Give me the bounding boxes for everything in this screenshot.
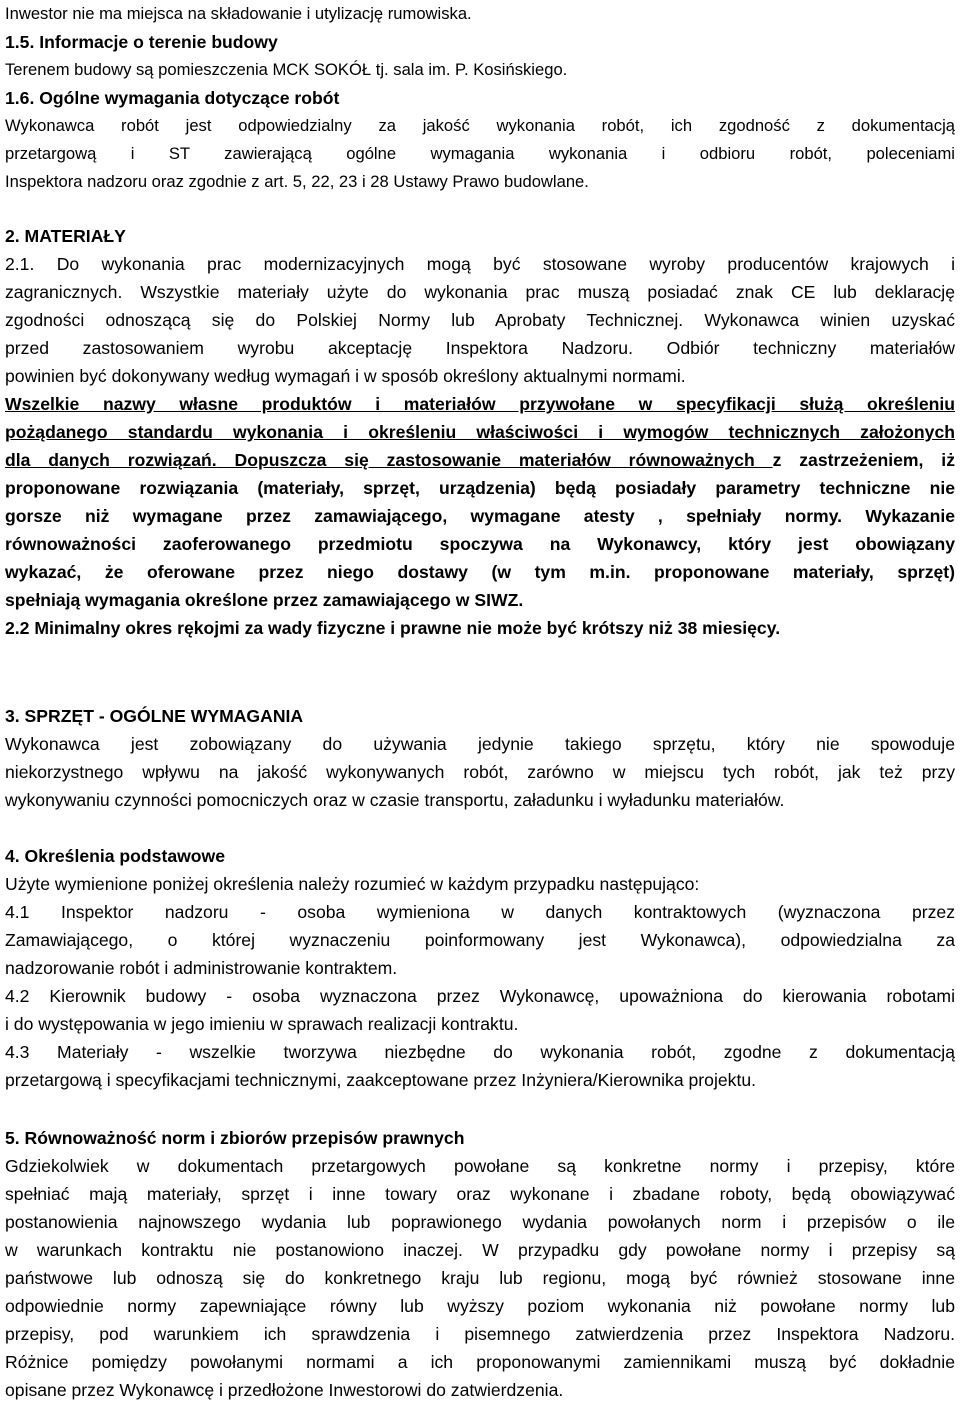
text-segment: niekorzystnego wpływu na jakość wykonywanych robót, zarówno w miejscu tych robót, jak też przy <box>5 762 955 782</box>
bold-text-segment: pożądanego standardu wykonania i określeniu właściwości i wymogów technicznych założonych <box>5 422 955 442</box>
bold-text-segment: 5. Równoważność norm i zbiorów przepisów prawnych <box>5 1128 465 1148</box>
bold-text-segment: z zastrzeżeniem, iż <box>772 450 955 470</box>
text-segment: Gdziekolwiek w dokumentach przetargowych powołane są konkretne normy i przepisy, które <box>5 1156 955 1176</box>
text-line <box>5 898 955 926</box>
text-line <box>5 250 955 278</box>
text-line <box>5 614 955 642</box>
text-line <box>5 474 955 502</box>
text-segment: 4.1 Inspektor nadzoru - osoba wymieniona w danych kontraktowych (wyznaczona przez <box>5 902 955 922</box>
text-line <box>5 1124 955 1152</box>
text-segment: spełniać mają materiały, sprzęt i inne towary oraz wykonane i zbadane roboty, będą obowiązywać <box>5 1184 955 1204</box>
text-line <box>5 418 955 446</box>
text-line <box>5 786 955 814</box>
bold-text-segment: wykazać, że oferowane przez niego dostawy (w tym m.in. proponowane materiały, sprzęt) <box>5 562 955 582</box>
text-line <box>5 140 955 168</box>
bold-text-segment: równoważności zaoferowanego przedmiotu spoczywa na Wykonawcy, który jest obowiązany <box>5 534 955 554</box>
text-line <box>5 758 955 786</box>
text-line <box>5 168 955 196</box>
text-segment: Wykonawca robót jest odpowiedzialny za jakość wykonania robót, ich zgodność z dokumentacją <box>5 116 955 135</box>
text-line <box>5 1208 955 1236</box>
bold-text-segment: proponowane rozwiązania (materiały, sprzęt, urządzenia) będą posiadały parametry techniczne nie <box>5 478 955 498</box>
text-segment: przed zastosowaniem wyrobu akceptację Inspektora Nadzoru. Odbiór techniczny materiałów <box>5 338 955 358</box>
text-segment: wykonywaniu czynności pomocniczych oraz w czasie transportu, załadunku i wyładunku materiałów. <box>5 790 785 810</box>
text-line <box>5 1152 955 1180</box>
text-line <box>5 982 955 1010</box>
text-line <box>5 362 955 390</box>
text-line <box>5 1320 955 1348</box>
text-line <box>5 0 955 28</box>
text-line <box>5 28 955 56</box>
text-line <box>5 222 955 250</box>
text-line <box>5 926 955 954</box>
text-segment: zagranicznych. Wszystkie materiały użyte do wykonania prac muszą posiadać znak CE lub deklarację <box>5 282 955 302</box>
text-line <box>5 1180 955 1208</box>
text-segment: Inwestor nie ma miejsca na składowanie i utylizację rumowiska. <box>5 4 472 23</box>
text-line <box>5 586 955 614</box>
text-segment: nadzorowanie robót i administrowanie kontraktem. <box>5 958 398 978</box>
text-line <box>5 870 955 898</box>
text-line <box>5 278 955 306</box>
text-segment: 2.1. Do wykonania prac modernizacyjnych mogą być stosowane wyroby producentów krajowych i <box>5 254 955 274</box>
text-line <box>5 306 955 334</box>
text-segment: 4.3 Materiały - wszelkie tworzywa niezbędne do wykonania robót, zgodne z dokumentacją <box>5 1042 955 1062</box>
bold-text-segment: spełniają wymagania określone przez zamawiającego w SIWZ. <box>5 590 524 610</box>
text-line <box>5 1038 955 1066</box>
text-segment: Użyte wymienione poniżej określenia należy rozumieć w każdym przypadku następująco: <box>5 874 700 894</box>
text-line <box>5 84 955 112</box>
text-line <box>5 390 955 418</box>
text-segment: powinien być dokonywany według wymagań i w sposób określony aktualnymi normami. <box>5 366 686 386</box>
bold-text-segment: 2. MATERIAŁY <box>5 226 126 246</box>
text-segment: postanowienia najnowszego wydania lub poprawionego wydania powołanych norm i przepisów o ile <box>5 1212 955 1232</box>
text-line <box>5 702 955 730</box>
text-segment: przepisy, pod warunkiem ich sprawdzenia i pisemnego zatwierdzenia przez Inspektora Nadzoru. <box>5 1324 955 1344</box>
text-line <box>5 842 955 870</box>
text-line <box>5 334 955 362</box>
bold-text-segment: Dopuszcza się zastosowanie materiałów równoważnych <box>216 450 773 470</box>
text-line <box>5 530 955 558</box>
text-segment: Różnice pomiędzy powołanymi normami a ich proponowanymi zamiennikami muszą być dokładnie <box>5 1352 955 1372</box>
bold-text-segment: dla danych rozwiązań. <box>5 450 217 470</box>
text-line <box>5 56 955 84</box>
text-line <box>5 1066 955 1094</box>
text-line <box>5 1264 955 1292</box>
text-line <box>5 954 955 982</box>
bold-text-segment: 1.5. Informacje o terenie budowy <box>5 32 278 52</box>
bold-text-segment: Wszelkie nazwy własne produktów i materiałów przywołane w specyfikacji służą określeniu <box>5 394 955 414</box>
text-segment: Zamawiającego, o której wyznaczeniu poinformowany jest Wykonawca), odpowiedzialna za <box>5 930 955 950</box>
bold-text-segment: 1.6. Ogólne wymagania dotyczące robót <box>5 88 340 108</box>
text-segment: w warunkach kontraktu nie postanowiono inaczej. W przypadku gdy powołane normy i przepisy są <box>5 1240 955 1260</box>
text-segment: przetargową i ST zawierającą ogólne wymagania wykonania i odbioru robót, poleceniami <box>5 144 955 163</box>
text-line <box>5 558 955 586</box>
bold-text-segment: 3. SPRZĘT - OGÓLNE WYMAGANIA <box>5 706 304 726</box>
text-line <box>5 730 955 758</box>
text-segment: Terenem budowy są pomieszczenia MCK SOKÓŁ tj. sala im. P. Kosińskiego. <box>5 60 568 79</box>
text-segment: 4.2 Kierownik budowy - osoba wyznaczona przez Wykonawcę, upoważniona do kierowania robotami <box>5 986 955 1006</box>
text-segment: odpowiednie normy zapewniające równy lub wyższy poziom wykonania niż powołane normy lub <box>5 1296 955 1316</box>
text-line <box>5 1376 955 1404</box>
text-line <box>5 1010 955 1038</box>
text-segment: zgodności odnoszącą się do Polskiej Normy lub Aprobaty Technicznej. Wykonawca winien uzyskać <box>5 310 955 330</box>
text-line <box>5 446 955 474</box>
text-line <box>5 1348 955 1376</box>
bold-text-segment: 2.2 Minimalny okres rękojmi za wady fizyczne i prawne nie może być krótszy niż 38 miesięcy. <box>5 618 781 638</box>
text-segment: Wykonawca jest zobowiązany do używania jedynie takiego sprzętu, który nie spowoduje <box>5 734 955 754</box>
text-segment: państwowe lub odnoszą się do konkretnego kraju lub regionu, mogą być również stosowane inne <box>5 1268 955 1288</box>
text-segment: opisane przez Wykonawcę i przedłożone Inwestorowi do zatwierdzenia. <box>5 1380 564 1400</box>
text-segment: i do występowania w jego imieniu w sprawach realizacji kontraktu. <box>5 1014 519 1034</box>
bold-text-segment: 4. Określenia podstawowe <box>5 846 225 866</box>
text-line <box>5 112 955 140</box>
text-line <box>5 1236 955 1264</box>
text-line <box>5 502 955 530</box>
text-segment: Inspektora nadzoru oraz zgodnie z art. 5, 22, 23 i 28 Ustawy Prawo budowlane. <box>5 172 589 191</box>
bold-text-segment: gorsze niż wymagane przez zamawiającego, wymagane atesty , spełniały normy. Wykazanie <box>5 506 955 526</box>
text-line <box>5 1292 955 1320</box>
text-segment: przetargową i specyfikacjami technicznymi, zaakceptowane przez Inżyniera/Kierownika projektu. <box>5 1070 757 1090</box>
